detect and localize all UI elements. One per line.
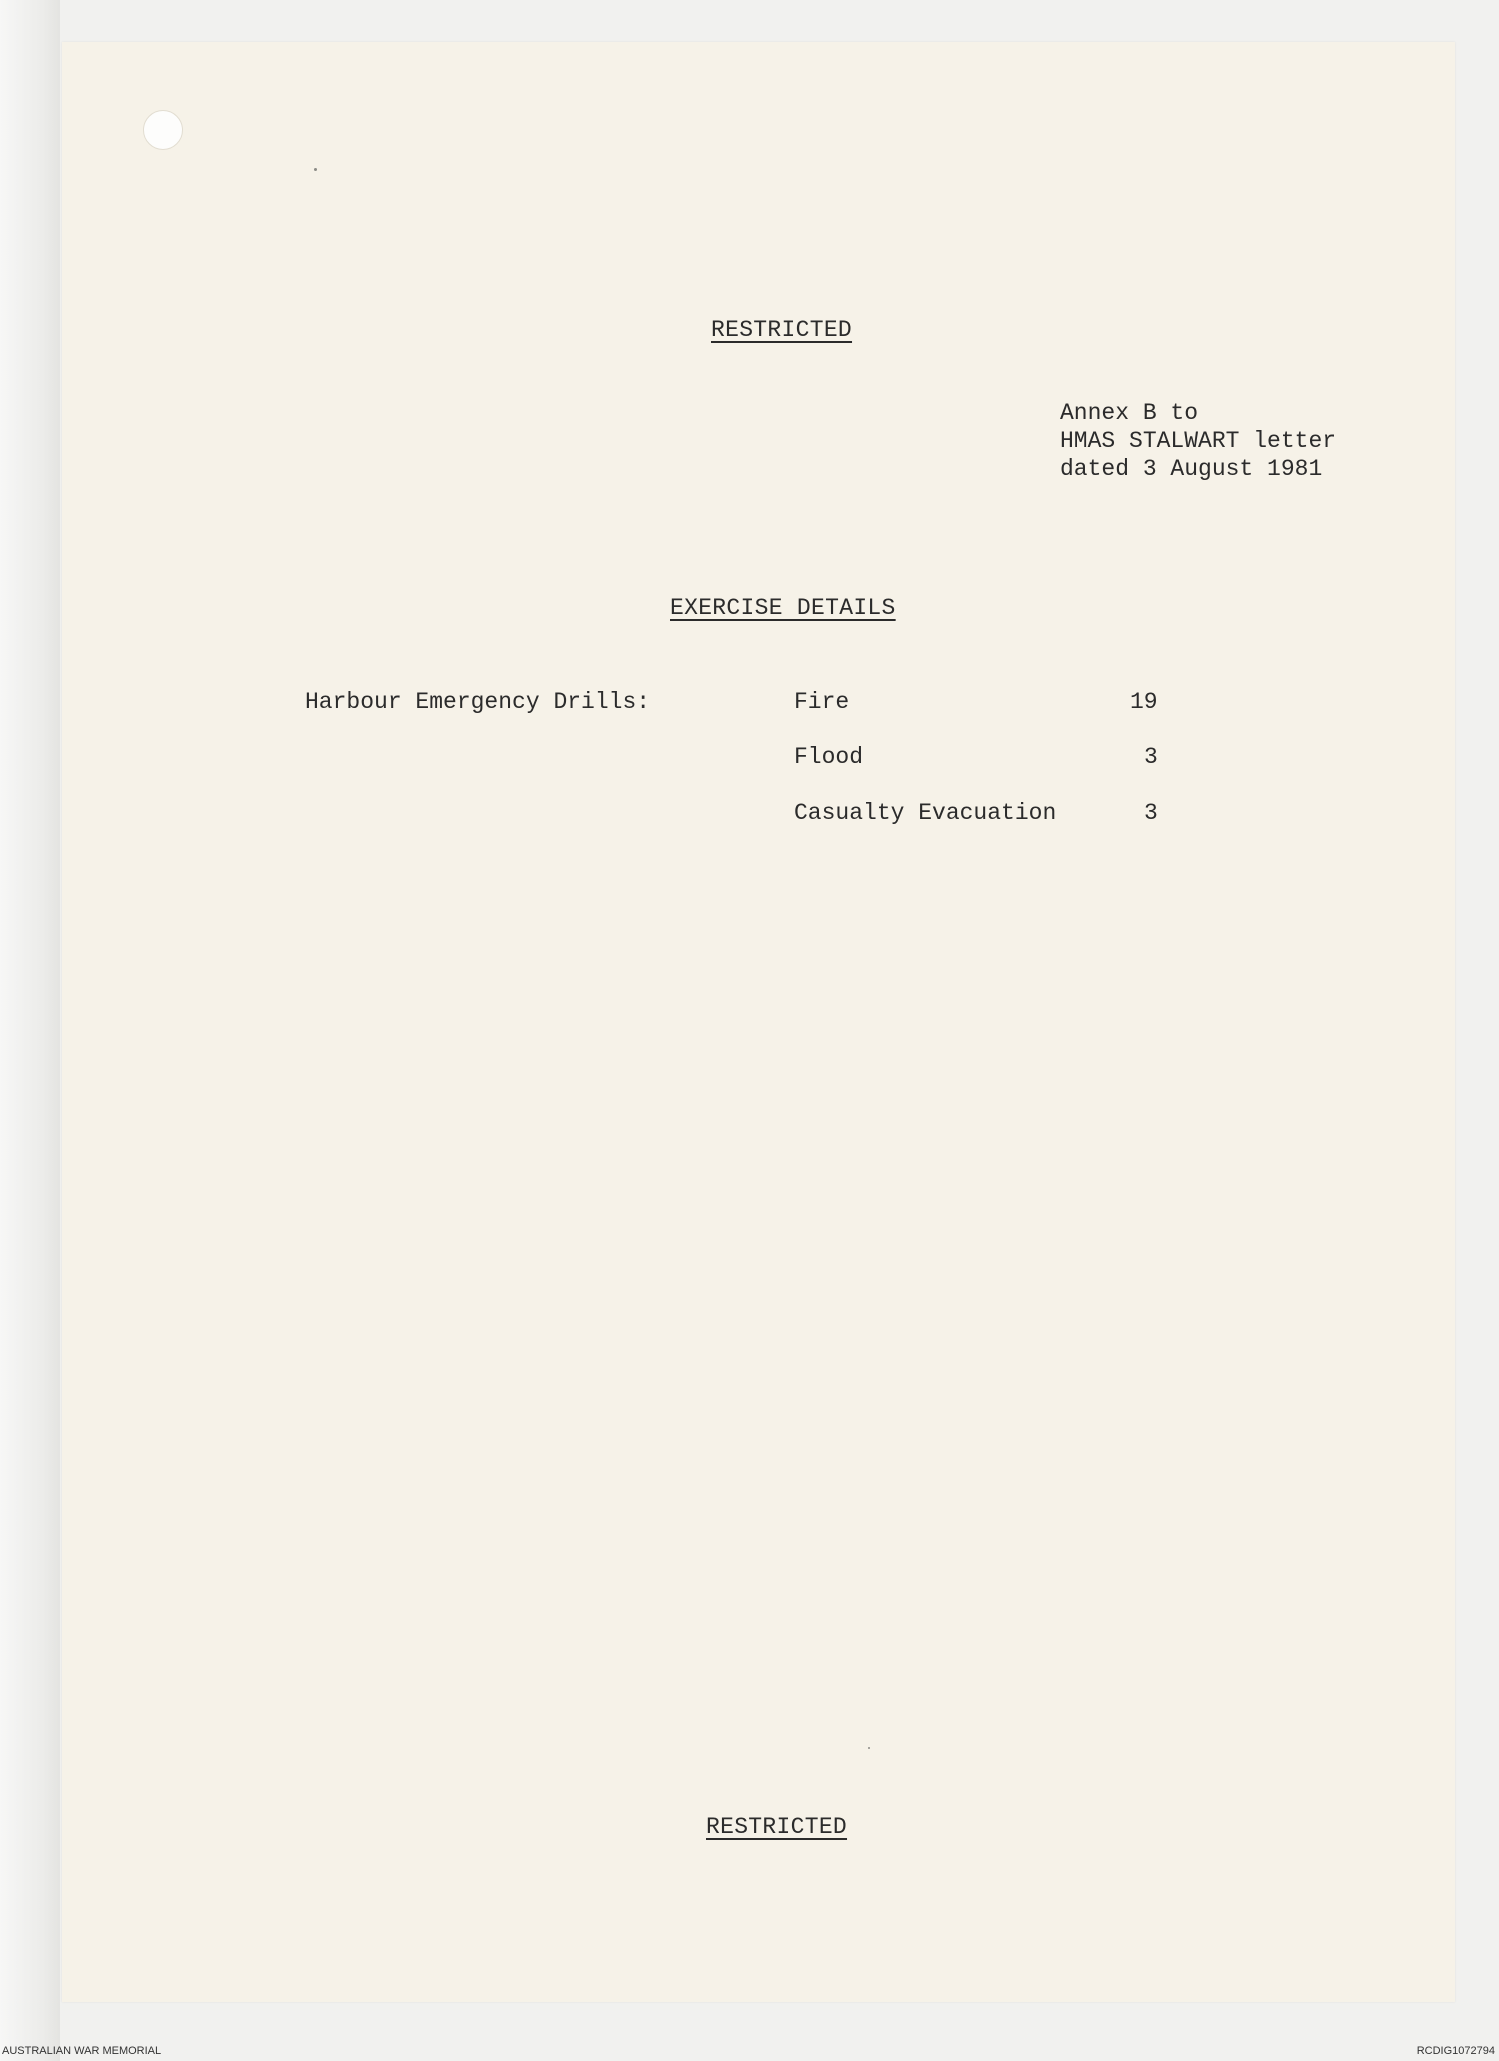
section-title: EXERCISE DETAILS bbox=[670, 595, 896, 621]
punch-hole bbox=[143, 110, 183, 150]
annex-reference bbox=[1060, 399, 1336, 483]
drill-count-fire: 19 bbox=[1130, 689, 1158, 715]
annex-line-2: HMAS STALWART letter bbox=[1060, 428, 1337, 454]
document-page bbox=[62, 42, 1455, 2002]
header-classification-marking: RESTRICTED bbox=[711, 317, 853, 343]
drills-label: Harbour Emergency Drills: bbox=[305, 689, 651, 715]
drill-type-casualty-evacuation: Casualty Evacuation bbox=[794, 800, 1057, 826]
drill-count-casualty-evacuation: 3 bbox=[1144, 800, 1158, 826]
drill-type-fire: Fire bbox=[794, 689, 850, 715]
archive-credit: AUSTRALIAN WAR MEMORIAL bbox=[2, 2045, 162, 2057]
scan-background-edge bbox=[0, 0, 60, 2061]
drill-count-flood: 3 bbox=[1144, 744, 1158, 770]
archive-item-id: RCDIG1072794 bbox=[1416, 2045, 1495, 2057]
drill-type-flood: Flood bbox=[794, 744, 864, 770]
paper-speck bbox=[314, 168, 317, 171]
paper-speck bbox=[868, 1747, 870, 1749]
annex-line-1: Annex B to bbox=[1060, 400, 1199, 426]
footer-classification-marking: RESTRICTED bbox=[706, 1814, 848, 1840]
annex-line-3: dated 3 August 1981 bbox=[1060, 456, 1323, 482]
